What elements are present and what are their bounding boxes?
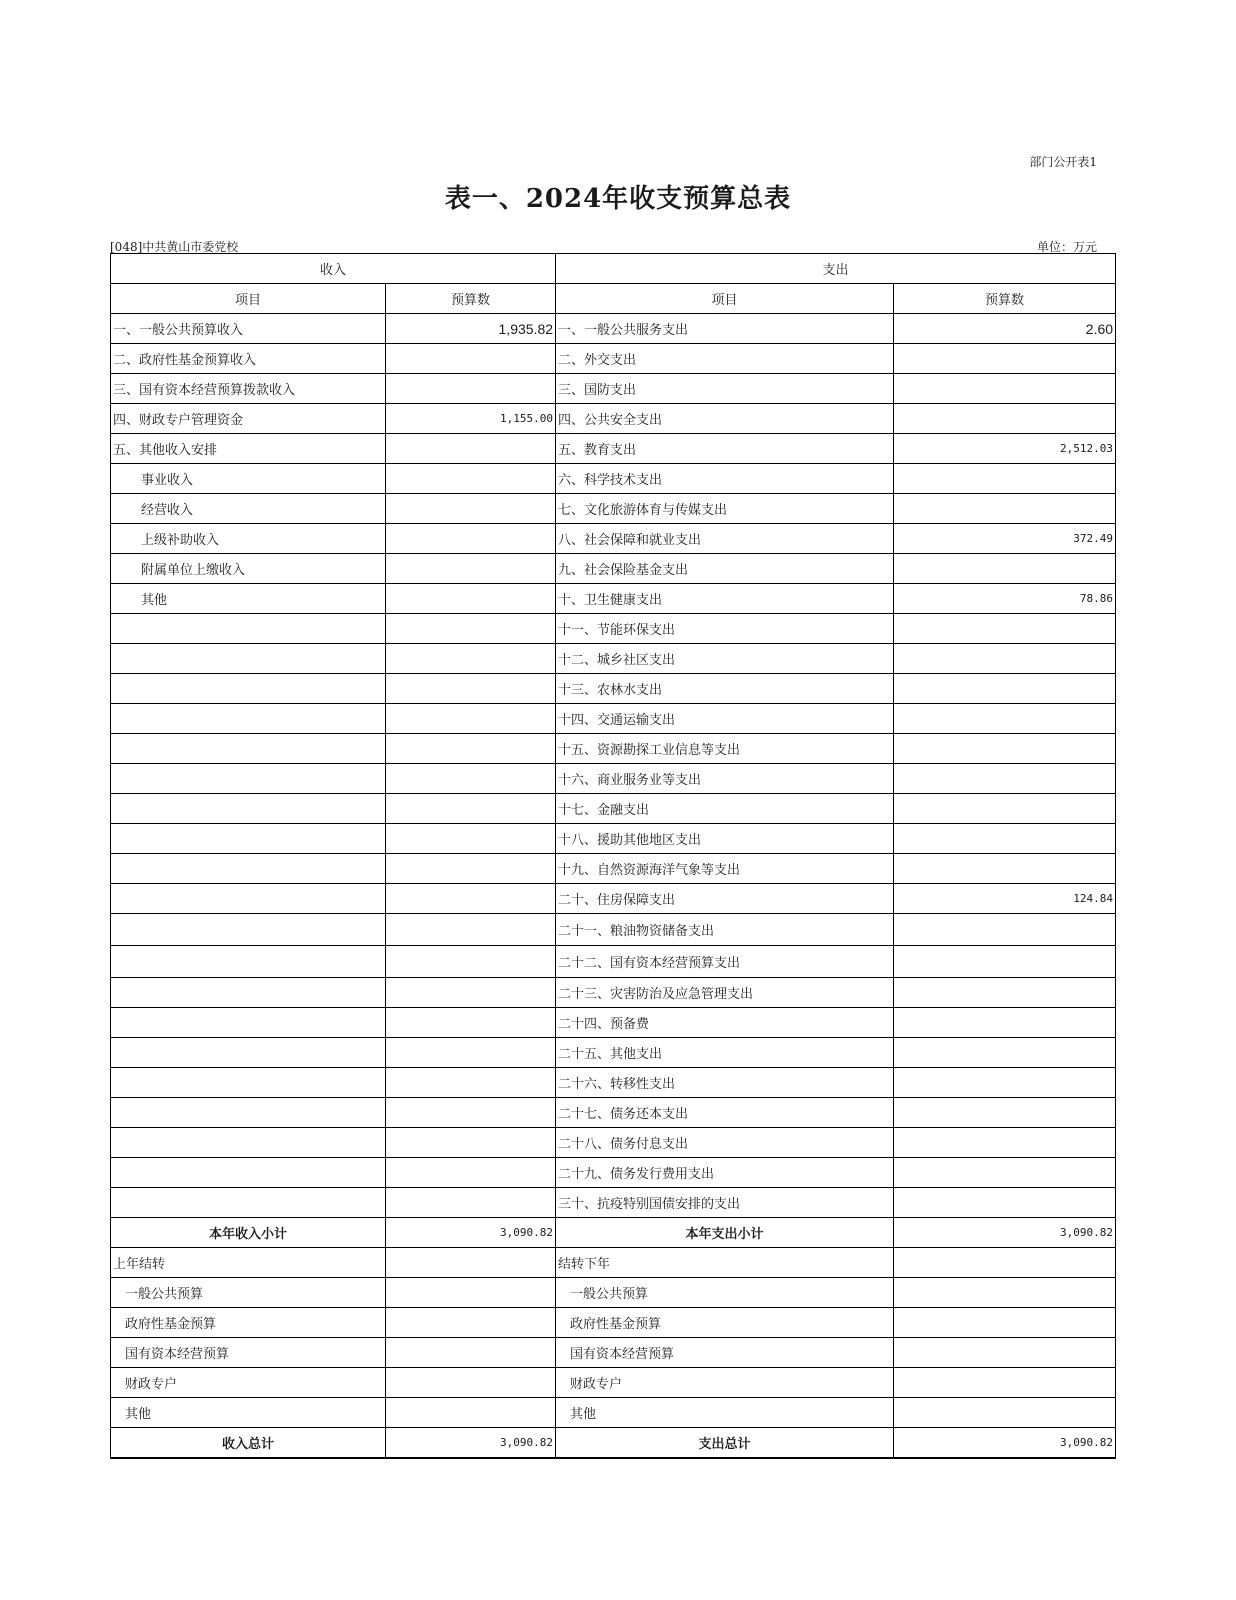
expense-item-cell: 六、科学技术支出 — [556, 464, 894, 494]
income-value-cell — [386, 614, 556, 644]
income-item-cell — [111, 614, 386, 644]
budget-summary-table — [110, 253, 1116, 1459]
table-row — [111, 584, 1116, 614]
expense-value-cell — [894, 404, 1116, 434]
income-item-cell — [111, 1128, 386, 1158]
table-row — [111, 494, 1116, 524]
income-item-cell — [111, 794, 386, 824]
expense-item-cell: 二十六、转移性支出 — [556, 1068, 894, 1098]
expense-value-cell: 78.86 — [894, 584, 1116, 614]
income-value-cell — [386, 1068, 556, 1098]
income-carry-item: 上年结转 — [111, 1248, 386, 1278]
income-value-cell: 1,935.82 — [386, 314, 556, 344]
expense-item-cell: 十三、农林水支出 — [556, 674, 894, 704]
carryover-row — [111, 1278, 1116, 1308]
expense-item-column-header: 项目 — [556, 284, 894, 314]
expense-value-cell — [894, 1188, 1116, 1218]
table-row — [111, 1098, 1116, 1128]
table-row — [111, 644, 1116, 674]
income-total-label: 收入总计 — [111, 1428, 386, 1459]
expense-value-cell — [894, 344, 1116, 374]
expense-item-cell: 二十五、其他支出 — [556, 1038, 894, 1068]
expense-value-cell: 372.49 — [894, 524, 1116, 554]
carryover-row — [111, 1248, 1116, 1278]
table-row — [111, 374, 1116, 404]
income-item-cell: 上级补助收入 — [111, 524, 386, 554]
expense-item-cell: 二十三、灾害防治及应急管理支出 — [556, 978, 894, 1008]
expense-value-cell — [894, 554, 1116, 584]
income-value-cell — [386, 644, 556, 674]
expense-item-cell: 十七、金融支出 — [556, 794, 894, 824]
expense-budget-column-header: 预算数 — [894, 284, 1116, 314]
expense-item-cell: 十八、援助其他地区支出 — [556, 824, 894, 854]
income-value-cell — [386, 434, 556, 464]
table-row — [111, 314, 1116, 344]
expense-value-cell — [894, 794, 1116, 824]
income-total-value: 3,090.82 — [386, 1428, 556, 1459]
expense-total-label: 支出总计 — [556, 1428, 894, 1459]
expense-carry-value — [894, 1368, 1116, 1398]
expense-total-value: 3,090.82 — [894, 1428, 1116, 1459]
income-value-cell — [386, 464, 556, 494]
income-value-cell — [386, 946, 556, 978]
organization-label: [048]中共黄山市委党校 — [110, 240, 239, 254]
income-item-cell — [111, 1098, 386, 1128]
expense-item-cell: 三、国防支出 — [556, 374, 894, 404]
expense-value-cell — [894, 614, 1116, 644]
income-item-cell: 五、其他收入安排 — [111, 434, 386, 464]
expense-item-cell: 十五、资源勘探工业信息等支出 — [556, 734, 894, 764]
income-value-cell — [386, 764, 556, 794]
expense-value-cell — [894, 374, 1116, 404]
income-item-cell — [111, 854, 386, 884]
income-value-cell — [386, 674, 556, 704]
table-row — [111, 854, 1116, 884]
expense-value-cell — [894, 1068, 1116, 1098]
income-item-cell — [111, 824, 386, 854]
income-value-cell — [386, 794, 556, 824]
income-item-cell — [111, 674, 386, 704]
expense-carry-item: 国有资本经营预算 — [556, 1338, 894, 1368]
expense-item-cell: 八、社会保障和就业支出 — [556, 524, 894, 554]
expense-value-cell: 2.60 — [894, 314, 1116, 344]
expense-value-cell — [894, 1098, 1116, 1128]
expense-carry-value — [894, 1398, 1116, 1428]
income-value-cell — [386, 524, 556, 554]
income-item-cell: 事业收入 — [111, 464, 386, 494]
income-value-cell — [386, 1008, 556, 1038]
expense-item-cell: 四、公共安全支出 — [556, 404, 894, 434]
income-item-cell: 四、财政专户管理资金 — [111, 404, 386, 434]
table-row — [111, 674, 1116, 704]
expense-item-cell: 二十八、债务付息支出 — [556, 1128, 894, 1158]
carryover-row — [111, 1308, 1116, 1338]
expense-value-cell — [894, 764, 1116, 794]
expense-item-cell: 二十一、粮油物资储备支出 — [556, 914, 894, 946]
income-section-header: 收入 — [111, 254, 556, 284]
income-carry-value — [386, 1398, 556, 1428]
grand-total-row — [111, 1428, 1116, 1459]
table-row — [111, 614, 1116, 644]
expense-item-cell: 二十二、国有资本经营预算支出 — [556, 946, 894, 978]
expense-carry-value — [894, 1308, 1116, 1338]
page-title: 表一、2024年收支预算总表 — [444, 184, 792, 214]
expense-value-cell — [894, 1158, 1116, 1188]
expense-value-cell — [894, 824, 1116, 854]
income-value-cell — [386, 1038, 556, 1068]
income-item-cell: 经营收入 — [111, 494, 386, 524]
table-row — [111, 1158, 1116, 1188]
expense-item-cell: 二十九、债务发行费用支出 — [556, 1158, 894, 1188]
income-value-cell — [386, 1188, 556, 1218]
income-value-cell — [386, 374, 556, 404]
expense-item-cell: 十四、交通运输支出 — [556, 704, 894, 734]
income-value-cell — [386, 584, 556, 614]
expense-carry-value — [894, 1278, 1116, 1308]
expense-item-cell: 九、社会保险基金支出 — [556, 554, 894, 584]
income-carry-item: 政府性基金预算 — [111, 1308, 386, 1338]
table-row — [111, 1128, 1116, 1158]
income-value-cell — [386, 1158, 556, 1188]
income-item-cell — [111, 1188, 386, 1218]
table-row — [111, 914, 1116, 946]
carryover-row — [111, 1338, 1116, 1368]
income-carry-value — [386, 1308, 556, 1338]
income-budget-column-header: 预算数 — [386, 284, 556, 314]
expense-value-cell — [894, 854, 1116, 884]
income-item-cell: 一、一般公共预算收入 — [111, 314, 386, 344]
expense-value-cell: 124.84 — [894, 884, 1116, 914]
expense-carry-item: 财政专户 — [556, 1368, 894, 1398]
expense-carry-item: 一般公共预算 — [556, 1278, 894, 1308]
expense-value-cell: 2,512.03 — [894, 434, 1116, 464]
income-item-cell — [111, 978, 386, 1008]
income-value-cell — [386, 344, 556, 374]
expense-item-cell: 十、卫生健康支出 — [556, 584, 894, 614]
expense-value-cell — [894, 734, 1116, 764]
table-row — [111, 794, 1116, 824]
expense-item-cell: 三十、抗疫特别国债安排的支出 — [556, 1188, 894, 1218]
expense-item-cell: 二、外交支出 — [556, 344, 894, 374]
unit-label: 单位：万元 — [1036, 240, 1097, 254]
income-value-cell — [386, 1098, 556, 1128]
expense-item-cell: 十九、自然资源海洋气象等支出 — [556, 854, 894, 884]
income-value-cell — [386, 854, 556, 884]
carryover-row — [111, 1368, 1116, 1398]
expense-item-cell: 十二、城乡社区支出 — [556, 644, 894, 674]
table-row — [111, 434, 1116, 464]
expense-carry-item: 结转下年 — [556, 1248, 894, 1278]
income-item-cell — [111, 734, 386, 764]
income-subtotal-value: 3,090.82 — [386, 1218, 556, 1248]
carryover-row — [111, 1398, 1116, 1428]
expense-value-cell — [894, 1128, 1116, 1158]
income-value-cell — [386, 554, 556, 584]
table-row — [111, 344, 1116, 374]
income-item-cell — [111, 1008, 386, 1038]
income-item-column-header: 项目 — [111, 284, 386, 314]
income-item-cell: 附属单位上缴收入 — [111, 554, 386, 584]
table-row — [111, 764, 1116, 794]
table-row — [111, 704, 1116, 734]
table-row — [111, 884, 1116, 914]
income-item-cell — [111, 914, 386, 946]
table-row — [111, 554, 1116, 584]
expense-carry-item: 其他 — [556, 1398, 894, 1428]
expense-item-cell: 十一、节能环保支出 — [556, 614, 894, 644]
table-row — [111, 1068, 1116, 1098]
table-row — [111, 1188, 1116, 1218]
income-value-cell — [386, 824, 556, 854]
expense-item-cell: 二十七、债务还本支出 — [556, 1098, 894, 1128]
income-item-cell — [111, 644, 386, 674]
income-carry-value — [386, 1248, 556, 1278]
income-value-cell: 1,155.00 — [386, 404, 556, 434]
subtotal-row — [111, 1218, 1116, 1248]
income-item-cell — [111, 884, 386, 914]
expense-subtotal-value: 3,090.82 — [894, 1218, 1116, 1248]
expense-item-cell: 十六、商业服务业等支出 — [556, 764, 894, 794]
income-carry-value — [386, 1368, 556, 1398]
table-row — [111, 946, 1116, 978]
income-value-cell — [386, 884, 556, 914]
expense-value-cell — [894, 978, 1116, 1008]
expense-value-cell — [894, 704, 1116, 734]
expense-item-cell: 一、一般公共服务支出 — [556, 314, 894, 344]
table-row — [111, 1008, 1116, 1038]
income-item-cell — [111, 704, 386, 734]
income-carry-value — [386, 1278, 556, 1308]
expense-value-cell — [894, 946, 1116, 978]
income-item-cell: 二、政府性基金预算收入 — [111, 344, 386, 374]
expense-value-cell — [894, 464, 1116, 494]
table-row — [111, 978, 1116, 1008]
income-carry-item: 一般公共预算 — [111, 1278, 386, 1308]
table-row — [111, 404, 1116, 434]
expense-item-cell: 二十四、预备费 — [556, 1008, 894, 1038]
expense-carry-value — [894, 1338, 1116, 1368]
expense-carry-item: 政府性基金预算 — [556, 1308, 894, 1338]
income-carry-item: 其他 — [111, 1398, 386, 1428]
income-value-cell — [386, 1128, 556, 1158]
table-row — [111, 464, 1116, 494]
income-value-cell — [386, 704, 556, 734]
income-item-cell: 其他 — [111, 584, 386, 614]
expense-subtotal-label: 本年支出小计 — [556, 1218, 894, 1248]
income-carry-item: 财政专户 — [111, 1368, 386, 1398]
income-item-cell — [111, 764, 386, 794]
expense-value-cell — [894, 1038, 1116, 1068]
income-item-cell — [111, 946, 386, 978]
form-id-label: 部门公开表1 — [1029, 155, 1097, 169]
expense-item-cell: 二十、住房保障支出 — [556, 884, 894, 914]
income-item-cell: 三、国有资本经营预算拨款收入 — [111, 374, 386, 404]
table-row — [111, 1038, 1116, 1068]
income-carry-item: 国有资本经营预算 — [111, 1338, 386, 1368]
income-value-cell — [386, 734, 556, 764]
expense-value-cell — [894, 1008, 1116, 1038]
income-value-cell — [386, 978, 556, 1008]
table-row — [111, 734, 1116, 764]
income-carry-value — [386, 1338, 556, 1368]
expense-carry-value — [894, 1248, 1116, 1278]
income-value-cell — [386, 494, 556, 524]
table-row — [111, 824, 1116, 854]
table-row — [111, 524, 1116, 554]
expense-value-cell — [894, 644, 1116, 674]
expense-value-cell — [894, 914, 1116, 946]
income-subtotal-label: 本年收入小计 — [111, 1218, 386, 1248]
income-item-cell — [111, 1158, 386, 1188]
expense-section-header: 支出 — [556, 254, 1116, 284]
expense-value-cell — [894, 494, 1116, 524]
expense-item-cell: 七、文化旅游体育与传媒支出 — [556, 494, 894, 524]
expense-value-cell — [894, 674, 1116, 704]
income-value-cell — [386, 914, 556, 946]
income-item-cell — [111, 1068, 386, 1098]
expense-item-cell: 五、教育支出 — [556, 434, 894, 464]
income-item-cell — [111, 1038, 386, 1068]
